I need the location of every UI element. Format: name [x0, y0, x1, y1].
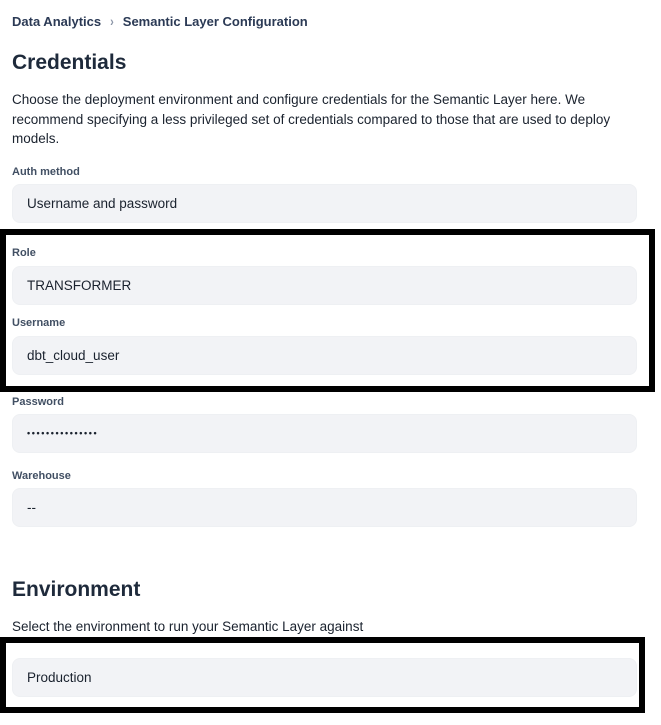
warehouse-group: [12, 470, 637, 527]
username-label: Username: [12, 316, 66, 329]
warehouse-input[interactable]: [12, 488, 637, 527]
environment-section-title: Environment: [12, 577, 141, 601]
warehouse-label: Warehouse: [12, 469, 71, 482]
auth-method-value: Username and password: [27, 195, 178, 211]
environment-value: Production: [27, 669, 92, 685]
role-label: Role: [12, 246, 36, 259]
password-label: Password: [12, 395, 64, 408]
role-value: TRANSFORMER: [27, 277, 132, 293]
auth-method-select[interactable]: [12, 184, 637, 223]
credentials-description: Choose the deployment environment and configure credentials for the Semantic Layer here. We recommend specifying a less privileged set of credentials compared to those that are used to deploy models.: [12, 92, 611, 146]
auth-method-group: [12, 166, 637, 223]
password-group: [12, 396, 637, 453]
username-value: dbt_cloud_user: [27, 347, 120, 363]
highlight-box-role-username: [0, 229, 655, 392]
warehouse-value: --: [27, 499, 36, 515]
auth-method-label: Auth method: [12, 165, 80, 178]
environment-select[interactable]: [12, 658, 637, 697]
password-input[interactable]: [12, 414, 637, 453]
role-input[interactable]: [12, 266, 637, 305]
breadcrumb-item-semantic-layer-configuration: Semantic Layer Configuration: [122, 14, 308, 29]
password-masked-value: •••••••••••••••: [27, 428, 99, 438]
username-group: [12, 317, 637, 375]
username-input[interactable]: [12, 336, 637, 375]
breadcrumb: [12, 14, 637, 30]
highlight-box-environment: [0, 637, 645, 713]
chevron-right-icon: ›: [110, 14, 114, 30]
environment-description: Select the environment to run your Semantic Layer against: [12, 618, 364, 634]
credentials-section-title: Credentials: [12, 51, 127, 74]
breadcrumb-item-data-analytics[interactable]: Data Analytics: [12, 14, 102, 29]
role-group: [12, 247, 637, 305]
